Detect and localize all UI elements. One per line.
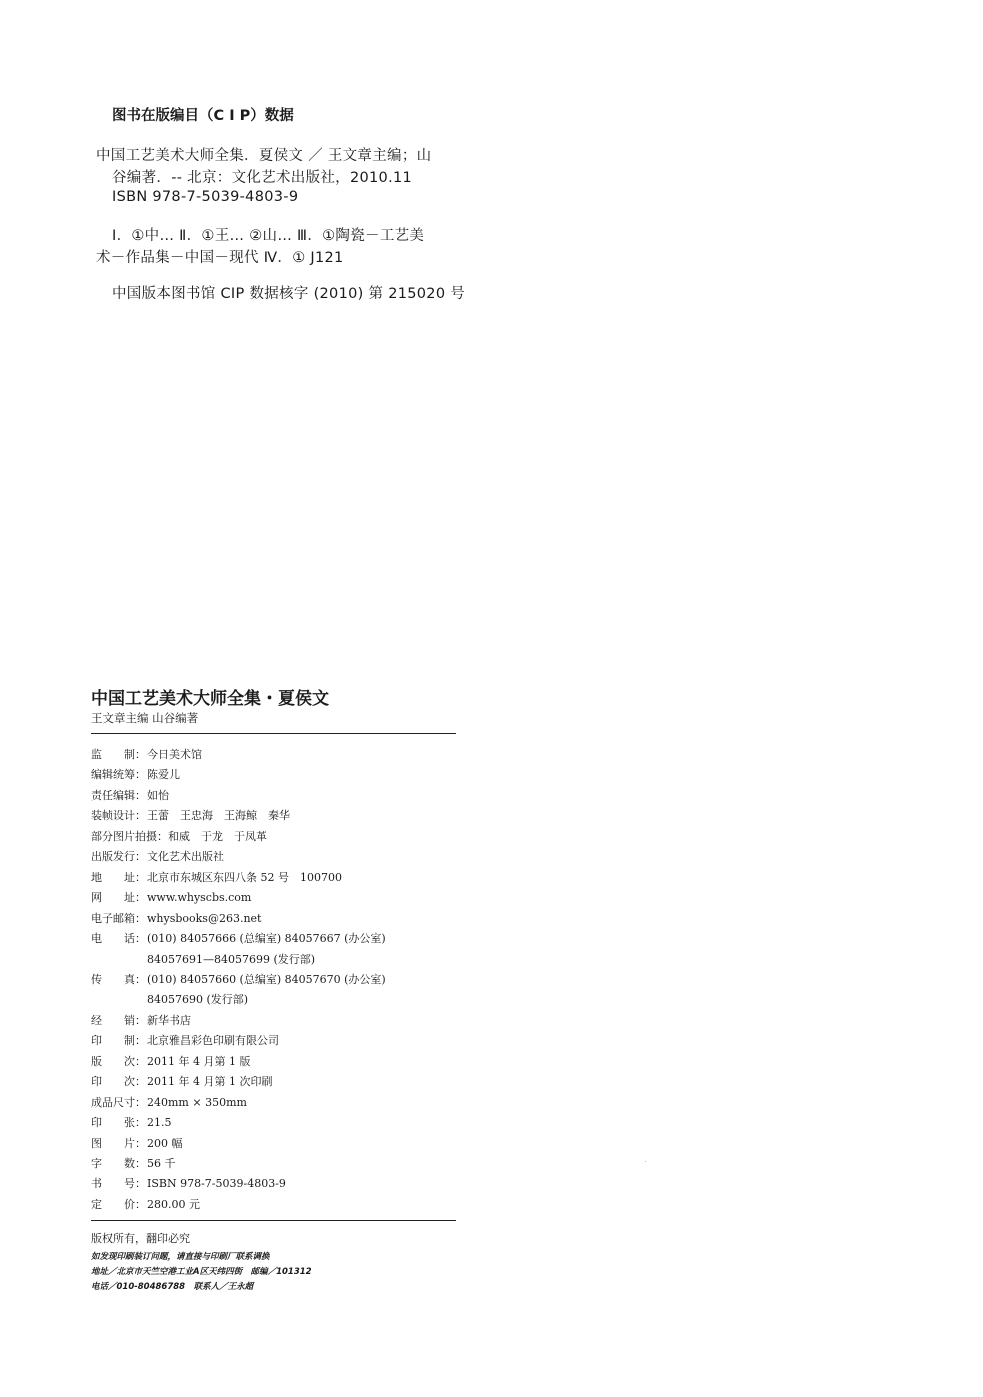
colophon-row-value: (010) 84057666 (总编室) 84057667 (办公室) [147,932,386,946]
colophon-row-label: 网 址： [91,891,146,905]
colophon-row [91,1177,286,1191]
colophon-row-value: 和威 于龙 于凤革 [168,829,267,843]
colophon-row [91,768,180,782]
cip-line: ISBN 978-7-5039-4803-9 [112,189,299,205]
colophon-row-label: 部分图片拍摄： [91,829,168,843]
book-authors: 王文章主编 山谷编著 [91,711,199,725]
book-title: 中国工艺美术大师全集・夏侯文 [91,689,329,709]
colophon-row [91,953,315,967]
scan-speck [645,1161,646,1162]
colophon-row [91,932,386,946]
cip-line: 术－作品集－中国－现代 Ⅳ．① J121 [96,250,344,266]
colophon-row [91,850,224,864]
colophon-row-value: 280.00 元 [147,1197,200,1211]
colophon-row-value: 84057691—84057699 (发行部) [147,952,316,966]
top-divider [91,733,456,734]
colophon-row-value: 56 千 [147,1157,176,1170]
colophon-row-label: 印 次： [91,1075,146,1089]
colophon-row-value: (010) 84057660 (总编室) 84057670 (办公室) [147,972,386,986]
colophon-row-label: 图 片： [91,1136,146,1150]
colophon-row [91,891,251,905]
colophon-row [91,830,267,844]
colophon-row-label: 印 制： [91,1034,146,1048]
colophon-row-label: 地 址： [91,870,146,884]
colophon-row-label: 字 数： [91,1157,146,1170]
colophon-row [91,1075,272,1089]
colophon-row-label: 电 话： [91,932,146,946]
colophon-row-value: 北京雅昌彩色印刷有限公司 [147,1034,279,1048]
colophon-row-value: 21.5 [147,1116,172,1130]
colophon-row-value: 240mm × 350mm [147,1095,247,1109]
colophon-row [91,1014,191,1028]
colophon-row-value: whysbooks@263.net [147,911,262,925]
colophon-row-label: 监 制： [91,748,146,761]
cip-title: 图书在版编目（C I P）数据 [112,108,294,124]
colophon-row-value: 陈爱儿 [147,768,180,782]
colophon-row-label: 定 价： [91,1197,146,1211]
colophon-row-label: 成品尺寸： [91,1095,146,1109]
colophon-row-label: 出版发行： [91,850,146,864]
colophon-row [91,1055,250,1069]
colophon-row [91,973,386,987]
colophon-row-label: 传 真： [91,972,146,986]
colophon-row-value: 200 幅 [147,1136,183,1150]
colophon-row [91,809,290,823]
colophon-row-label: 版 次： [91,1054,146,1068]
colophon-row [91,1157,176,1171]
colophon-row-label: 责任编辑： [91,788,146,802]
colophon-row [91,993,248,1007]
colophon-row-label: 印 张： [91,1116,146,1130]
colophon-row-label: 书 号： [91,1177,146,1191]
colophon-row-label: 经 销： [91,1013,146,1027]
colophon-row-value: 新华书店 [147,1013,191,1027]
colophon-row [91,789,169,803]
colophon-row-value: 2011 年 4 月第 1 次印刷 [147,1075,273,1089]
printer-phone: 电话／010-80486788 联系人／王永超 [91,1282,254,1292]
colophon-row-value: 如怡 [147,788,169,802]
bottom-divider [91,1220,456,1221]
colophon-row [91,1096,247,1110]
colophon-row-value: 2011 年 4 月第 1 版 [147,1054,251,1068]
colophon-row-value: 北京市东城区东四八条 52 号 100700 [147,870,342,884]
colophon-row [91,1198,200,1212]
colophon-row-value: ISBN 978-7-5039-4803-9 [147,1177,286,1191]
colophon-row [91,1137,183,1151]
print-notice: 如发现印刷装订问题，请直接与印刷厂联系调换 [91,1252,270,1262]
colophon-row-value: 84057690 (发行部) [147,993,249,1007]
colophon-row [91,1116,172,1130]
colophon-row-value: www.whyscbs.com [147,891,252,905]
colophon-row [91,871,342,885]
cip-line: 中国工艺美术大师全集．夏侯文 ／ 王文章主编；山 [96,148,432,164]
colophon-row-value: 今日美术馆 [147,748,202,761]
cip-line: Ⅰ．①中… Ⅱ．①王… ②山… Ⅲ．①陶瓷－工艺美 [112,228,425,244]
colophon-row-value: 王蕾 王忠海 王海鲸 秦华 [147,809,290,823]
colophon-row-value: 文化艺术出版社 [147,850,224,864]
colophon-row-label: 装帧设计： [91,809,146,823]
colophon-row [91,1034,279,1048]
cip-line: 中国版本图书馆 CIP 数据核字 (2010) 第 215020 号 [112,286,466,302]
colophon-row-label: 编辑统筹： [91,768,146,782]
rights-notice: 版权所有，翻印必究 [91,1232,190,1245]
colophon-row [91,912,261,926]
printer-address: 地址／北京市天竺空港工业A区天纬四街 邮编／101312 [91,1267,312,1277]
colophon-row-label: 电子邮箱： [91,911,146,925]
colophon-row [91,748,202,762]
cip-line: 谷编著．-- 北京：文化艺术出版社，2010.11 [112,170,413,186]
